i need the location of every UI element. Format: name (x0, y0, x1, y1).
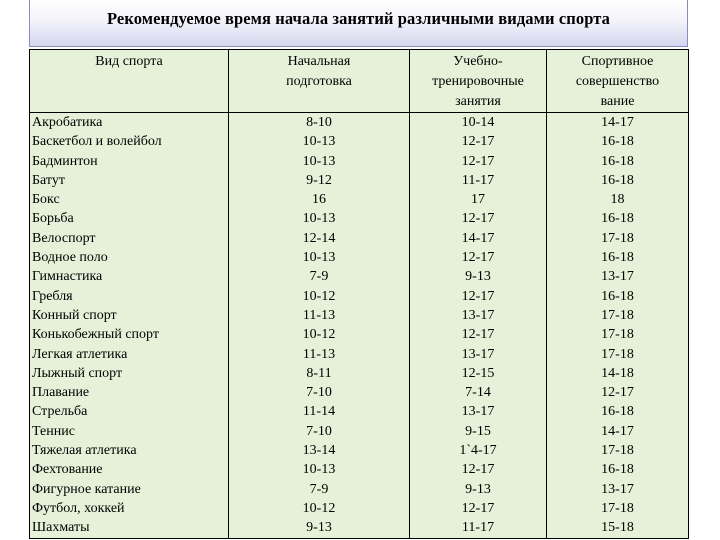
sport-name-cell: Конькобежный спорт (32, 327, 159, 343)
initial-training-column (229, 113, 410, 539)
initial-training-cell: 16 (312, 192, 326, 208)
sport-name-cell: Батут (32, 172, 65, 188)
header-training-sessions-label: Учебно-тренировочные занятия (432, 54, 524, 109)
initial-training-cell: 10-12 (302, 500, 336, 516)
initial-training-cell: 9-13 (306, 520, 332, 536)
initial-training-cell: 7-9 (309, 269, 329, 285)
sport-excellence-cell: 16-18 (601, 404, 634, 420)
training-sessions-cell: 12-17 (461, 211, 495, 227)
table-header-row (30, 50, 689, 113)
sport-name-cell: Фигурное катание (32, 481, 141, 497)
training-sessions-cell: 11-17 (461, 520, 495, 536)
initial-training-cell: 8-10 (306, 115, 332, 130)
training-sessions-cell: 13-17 (461, 404, 495, 420)
header-initial-training (229, 50, 410, 113)
initial-training-cell: 12-14 (302, 230, 336, 246)
training-sessions-cell: 12-17 (461, 462, 495, 478)
page-title: Рекомендуемое время начала занятий различными видами спорта (106, 9, 611, 28)
header-training-sessions (410, 50, 547, 113)
sport-name-cell: Стрельба (32, 404, 88, 420)
training-sessions-cell: 10-14 (461, 115, 495, 130)
sport-name-cell: Гимнастика (32, 269, 103, 285)
initial-training-cell: 11-13 (302, 346, 336, 362)
sport-excellence-cell: 17-18 (601, 443, 634, 459)
sport-name-cell: Баскетбол и волейбол (32, 134, 162, 150)
sport-excellence-cell: 17-18 (601, 230, 634, 246)
initial-training-cell: 10-13 (302, 134, 336, 150)
sport-excellence-cell: 12-17 (601, 385, 634, 401)
header-sport (30, 50, 229, 113)
sport-excellence-cell: 13-17 (601, 269, 634, 285)
training-sessions-cell: 9-15 (465, 423, 491, 439)
training-sessions-cell: 11-17 (461, 172, 495, 188)
sport-name-cell: Плавание (32, 385, 90, 401)
sport-name-cell: Борьба (32, 211, 74, 227)
sport-excellence-cell: 17-18 (601, 500, 634, 516)
initial-training-cell: 10-13 (302, 250, 336, 266)
sport-excellence-cell: 14-17 (601, 115, 634, 130)
sports-age-table (29, 49, 689, 539)
sport-name-cell: Акробатика (32, 115, 103, 130)
sport-excellence-cell: 16-18 (601, 288, 634, 304)
training-sessions-cell: 17 (471, 192, 485, 208)
header-sport-excellence-label: Спортивное совершенство вание (575, 54, 660, 109)
sport-excellence-cell: 14-18 (601, 365, 634, 381)
sport-name-cell: Футбол, хоккей (32, 500, 125, 516)
sport-name-cell: Водное поло (32, 250, 108, 266)
initial-training-cell: 9-12 (306, 172, 332, 188)
sport-name-column (30, 113, 229, 539)
sport-name-cell: Бадминтон (32, 153, 98, 169)
sport-excellence-cell: 17-18 (601, 307, 634, 323)
sport-excellence-cell: 18 (610, 192, 625, 208)
sport-name-cell: Гребля (32, 288, 73, 304)
sport-excellence-cell: 16-18 (601, 250, 634, 266)
sport-name-cell: Легкая атлетика (32, 346, 128, 362)
sport-name-cell: Тяжелая атлетика (32, 443, 137, 459)
training-sessions-cell: 12-17 (461, 500, 495, 516)
sport-excellence-cell: 16-18 (601, 462, 634, 478)
sport-excellence-cell: 16-18 (601, 134, 634, 150)
training-sessions-cell: 12-17 (461, 134, 495, 150)
header-initial-training-label: Начальная подготовка (286, 54, 352, 89)
training-sessions-cell: 12-17 (461, 153, 495, 169)
table-body-row (30, 113, 689, 539)
initial-training-cell: 10-13 (302, 211, 336, 227)
initial-training-cell: 7-9 (309, 481, 329, 497)
training-sessions-cell: 7-14 (465, 385, 491, 401)
training-sessions-cell: 12-17 (461, 288, 495, 304)
sport-name-cell: Шахматы (32, 520, 90, 536)
sport-excellence-column (547, 113, 689, 539)
sport-excellence-cell: 16-18 (601, 153, 634, 169)
training-sessions-cell: 12-17 (461, 250, 495, 266)
initial-training-cell: 7-10 (306, 385, 332, 401)
sport-name-cell: Велоспорт (32, 230, 96, 246)
training-sessions-cell: 12-15 (461, 365, 495, 381)
sport-name-cell: Лыжный спорт (32, 365, 123, 381)
sport-excellence-cell: 16-18 (601, 211, 634, 227)
training-sessions-cell: 1`4-17 (459, 443, 497, 459)
sport-excellence-cell: 13-17 (601, 481, 634, 497)
training-sessions-cell: 12-17 (461, 327, 495, 343)
header-sport-excellence (547, 50, 689, 113)
sport-name-cell: Фехтование (32, 462, 103, 478)
initial-training-cell: 13-14 (302, 443, 336, 459)
training-sessions-cell: 9-13 (465, 269, 491, 285)
sport-name-cell: Теннис (32, 423, 75, 439)
title-band (29, 0, 688, 47)
initial-training-cell: 10-13 (302, 153, 336, 169)
training-sessions-column (410, 113, 547, 539)
sport-excellence-cell: 15-18 (601, 520, 634, 536)
sport-excellence-cell: 17-18 (601, 327, 634, 343)
initial-training-cell: 10-12 (302, 327, 336, 343)
initial-training-cell: 11-13 (302, 307, 336, 323)
header-sport-label: Вид спорта (95, 54, 163, 69)
training-sessions-cell: 13-17 (461, 307, 495, 323)
sport-excellence-cell: 17-18 (601, 346, 634, 362)
initial-training-cell: 10-13 (302, 462, 336, 478)
sport-excellence-cell: 16-18 (601, 172, 634, 188)
initial-training-cell: 7-10 (306, 423, 332, 439)
training-sessions-cell: 13-17 (461, 346, 495, 362)
initial-training-cell: 10-12 (302, 288, 336, 304)
sport-name-cell: Бокс (32, 192, 60, 208)
initial-training-cell: 11-14 (302, 404, 336, 420)
sport-name-cell: Конный спорт (32, 307, 117, 323)
sport-excellence-cell: 14-17 (601, 423, 634, 439)
initial-training-cell: 8-11 (306, 365, 332, 381)
training-sessions-cell: 14-17 (461, 230, 495, 246)
training-sessions-cell: 9-13 (465, 481, 491, 497)
